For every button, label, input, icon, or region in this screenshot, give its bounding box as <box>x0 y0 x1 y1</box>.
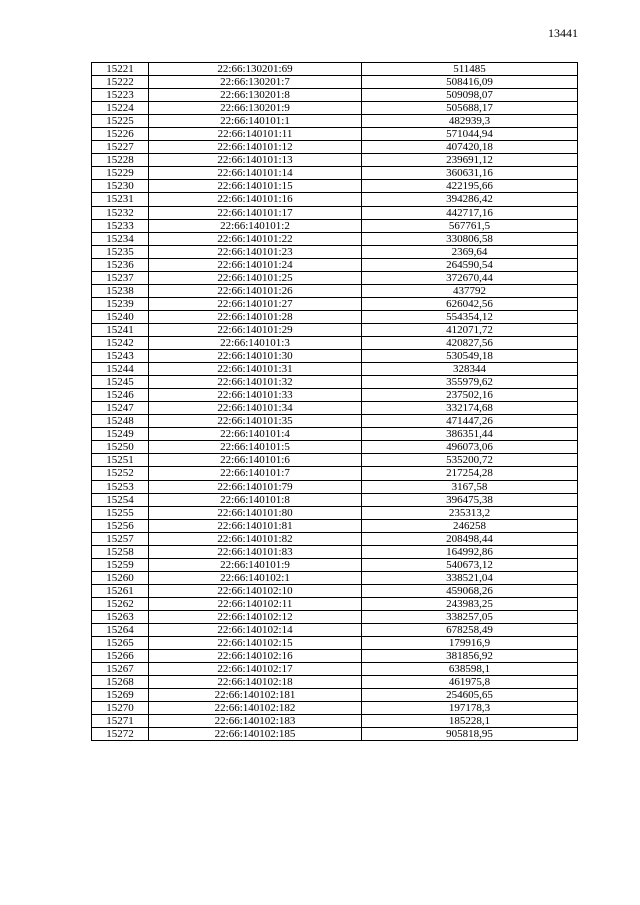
value-cell: 530549,18 <box>362 350 578 363</box>
table-row <box>92 232 578 245</box>
row-number-cell: 15272 <box>92 728 149 741</box>
row-number-cell: 15269 <box>92 689 149 702</box>
cadastral-number-cell: 22:66:140102:181 <box>149 689 362 702</box>
value-cell: 540673,12 <box>362 558 578 571</box>
row-number-cell: 15237 <box>92 271 149 284</box>
table-row <box>92 663 578 676</box>
table-row <box>92 545 578 558</box>
value-cell: 396475,38 <box>362 493 578 506</box>
value-cell: 264590,54 <box>362 258 578 271</box>
value-cell: 496073,06 <box>362 441 578 454</box>
row-number-cell: 15231 <box>92 193 149 206</box>
row-number-cell: 15249 <box>92 428 149 441</box>
value-cell: 567761,5 <box>362 219 578 232</box>
cadastral-number-cell: 22:66:140101:79 <box>149 480 362 493</box>
value-cell: 394286,42 <box>362 193 578 206</box>
cadastral-number-cell: 22:66:140101:82 <box>149 532 362 545</box>
row-number-cell: 15224 <box>92 102 149 115</box>
table-row <box>92 389 578 402</box>
value-cell: 386351,44 <box>362 428 578 441</box>
cadastral-number-cell: 22:66:130201:7 <box>149 76 362 89</box>
table-row <box>92 180 578 193</box>
value-cell: 237502,16 <box>362 389 578 402</box>
cadastral-number-cell: 22:66:140101:24 <box>149 258 362 271</box>
row-number-cell: 15228 <box>92 154 149 167</box>
value-cell: 332174,68 <box>362 402 578 415</box>
table-row <box>92 167 578 180</box>
row-number-cell: 15241 <box>92 323 149 336</box>
cadastral-number-cell: 22:66:140101:35 <box>149 415 362 428</box>
cadastral-number-cell: 22:66:140102:183 <box>149 715 362 728</box>
cadastral-number-cell: 22:66:140101:29 <box>149 323 362 336</box>
cadastral-number-cell: 22:66:140102:1 <box>149 571 362 584</box>
value-cell: 442717,16 <box>362 206 578 219</box>
value-cell: 338521,04 <box>362 571 578 584</box>
cadastral-number-cell: 22:66:140102:182 <box>149 702 362 715</box>
table-row <box>92 610 578 623</box>
value-cell: 535200,72 <box>362 454 578 467</box>
cadastral-number-cell: 22:66:140102:16 <box>149 650 362 663</box>
value-cell: 246258 <box>362 519 578 532</box>
value-cell: 355979,62 <box>362 376 578 389</box>
value-cell: 471447,26 <box>362 415 578 428</box>
cadastral-number-cell: 22:66:140101:7 <box>149 467 362 480</box>
table-row <box>92 650 578 663</box>
table-row <box>92 141 578 154</box>
row-number-cell: 15270 <box>92 702 149 715</box>
value-cell: 554354,12 <box>362 310 578 323</box>
cadastral-number-cell: 22:66:140101:1 <box>149 115 362 128</box>
table-row <box>92 689 578 702</box>
cadastral-number-cell: 22:66:140101:12 <box>149 141 362 154</box>
row-number-cell: 15233 <box>92 219 149 232</box>
cadastral-number-cell: 22:66:140101:80 <box>149 506 362 519</box>
row-number-cell: 15267 <box>92 663 149 676</box>
row-number-cell: 15232 <box>92 206 149 219</box>
row-number-cell: 15230 <box>92 180 149 193</box>
row-number-cell: 15258 <box>92 545 149 558</box>
cadastral-number-cell: 22:66:140101:6 <box>149 454 362 467</box>
cadastral-number-cell: 22:66:140101:8 <box>149 493 362 506</box>
table-row <box>92 297 578 310</box>
row-number-cell: 15247 <box>92 402 149 415</box>
cadastral-number-cell: 22:66:130201:8 <box>149 89 362 102</box>
row-number-cell: 15240 <box>92 310 149 323</box>
table-row <box>92 676 578 689</box>
value-cell: 3167,58 <box>362 480 578 493</box>
cadastral-number-cell: 22:66:140102:185 <box>149 728 362 741</box>
row-number-cell: 15271 <box>92 715 149 728</box>
table-row <box>92 76 578 89</box>
table-row <box>92 428 578 441</box>
cadastral-number-cell: 22:66:140102:15 <box>149 637 362 650</box>
value-cell: 243983,25 <box>362 597 578 610</box>
table-row <box>92 506 578 519</box>
cadastral-number-cell: 22:66:140102:11 <box>149 597 362 610</box>
table-row <box>92 219 578 232</box>
row-number-cell: 15250 <box>92 441 149 454</box>
table-row <box>92 363 578 376</box>
table-row <box>92 323 578 336</box>
cadastral-number-cell: 22:66:140101:4 <box>149 428 362 441</box>
cadastral-number-cell: 22:66:140102:17 <box>149 663 362 676</box>
table-row <box>92 89 578 102</box>
row-number-cell: 15246 <box>92 389 149 402</box>
cadastral-number-cell: 22:66:140101:32 <box>149 376 362 389</box>
value-cell: 571044,94 <box>362 128 578 141</box>
value-cell: 437792 <box>362 284 578 297</box>
cadastral-number-cell: 22:66:140101:25 <box>149 271 362 284</box>
cadastral-number-cell: 22:66:140101:2 <box>149 219 362 232</box>
row-number-cell: 15242 <box>92 336 149 349</box>
table-row <box>92 284 578 297</box>
table-row <box>92 480 578 493</box>
row-number-cell: 15263 <box>92 610 149 623</box>
row-number-cell: 15254 <box>92 493 149 506</box>
table-row <box>92 597 578 610</box>
row-number-cell: 15234 <box>92 232 149 245</box>
table-row <box>92 128 578 141</box>
table-row <box>92 532 578 545</box>
cadastral-number-cell: 22:66:140101:11 <box>149 128 362 141</box>
table-row <box>92 467 578 480</box>
value-cell: 638598,1 <box>362 663 578 676</box>
row-number-cell: 15226 <box>92 128 149 141</box>
table-row <box>92 271 578 284</box>
value-cell: 508416,09 <box>362 76 578 89</box>
row-number-cell: 15243 <box>92 350 149 363</box>
cadastral-number-cell: 22:66:140101:3 <box>149 336 362 349</box>
value-cell: 905818,95 <box>362 728 578 741</box>
table-row <box>92 519 578 532</box>
value-cell: 179916,9 <box>362 637 578 650</box>
value-cell: 338257,05 <box>362 610 578 623</box>
row-number-cell: 15268 <box>92 676 149 689</box>
table-row <box>92 258 578 271</box>
table-row <box>92 193 578 206</box>
row-number-cell: 15264 <box>92 624 149 637</box>
table-row <box>92 715 578 728</box>
row-number-cell: 15252 <box>92 467 149 480</box>
cadastral-number-cell: 22:66:140101:26 <box>149 284 362 297</box>
table-row <box>92 441 578 454</box>
value-cell: 239691,12 <box>362 154 578 167</box>
value-cell: 509098,07 <box>362 89 578 102</box>
row-number-cell: 15260 <box>92 571 149 584</box>
value-cell: 185228,1 <box>362 715 578 728</box>
value-cell: 459068,26 <box>362 584 578 597</box>
table-row <box>92 571 578 584</box>
value-cell: 197178,3 <box>362 702 578 715</box>
value-cell: 461975,8 <box>362 676 578 689</box>
row-number-cell: 15253 <box>92 480 149 493</box>
cadastral-number-cell: 22:66:140101:5 <box>149 441 362 454</box>
row-number-cell: 15266 <box>92 650 149 663</box>
table-row <box>92 206 578 219</box>
value-cell: 407420,18 <box>362 141 578 154</box>
cadastral-number-cell: 22:66:140102:10 <box>149 584 362 597</box>
cadastral-number-cell: 22:66:140101:17 <box>149 206 362 219</box>
table-row <box>92 154 578 167</box>
row-number-cell: 15245 <box>92 376 149 389</box>
value-cell: 626042,56 <box>362 297 578 310</box>
registry-table <box>91 62 578 741</box>
cadastral-number-cell: 22:66:140102:14 <box>149 624 362 637</box>
value-cell: 360631,16 <box>362 167 578 180</box>
value-cell: 678258,49 <box>362 624 578 637</box>
page-number: 13441 <box>548 26 578 40</box>
value-cell: 208498,44 <box>362 532 578 545</box>
registry-table-body <box>92 63 578 741</box>
value-cell: 235313,2 <box>362 506 578 519</box>
row-number-cell: 15239 <box>92 297 149 310</box>
table-row <box>92 415 578 428</box>
cadastral-number-cell: 22:66:140101:14 <box>149 167 362 180</box>
table-row <box>92 336 578 349</box>
cadastral-number-cell: 22:66:140102:12 <box>149 610 362 623</box>
table-row <box>92 245 578 258</box>
row-number-cell: 15227 <box>92 141 149 154</box>
value-cell: 217254,28 <box>362 467 578 480</box>
value-cell: 164992,86 <box>362 545 578 558</box>
row-number-cell: 15222 <box>92 76 149 89</box>
value-cell: 372670,44 <box>362 271 578 284</box>
cadastral-number-cell: 22:66:140101:27 <box>149 297 362 310</box>
row-number-cell: 15235 <box>92 245 149 258</box>
table-row <box>92 558 578 571</box>
table-row <box>92 637 578 650</box>
cadastral-number-cell: 22:66:140101:34 <box>149 402 362 415</box>
cadastral-number-cell: 22:66:140101:22 <box>149 232 362 245</box>
table-row <box>92 728 578 741</box>
cadastral-number-cell: 22:66:140101:81 <box>149 519 362 532</box>
row-number-cell: 15221 <box>92 63 149 76</box>
cadastral-number-cell: 22:66:140101:28 <box>149 310 362 323</box>
row-number-cell: 15265 <box>92 637 149 650</box>
table-row <box>92 350 578 363</box>
row-number-cell: 15255 <box>92 506 149 519</box>
row-number-cell: 15262 <box>92 597 149 610</box>
value-cell: 420827,56 <box>362 336 578 349</box>
table-row <box>92 115 578 128</box>
cadastral-number-cell: 22:66:130201:9 <box>149 102 362 115</box>
cadastral-number-cell: 22:66:140101:9 <box>149 558 362 571</box>
value-cell: 381856,92 <box>362 650 578 663</box>
row-number-cell: 15229 <box>92 167 149 180</box>
value-cell: 2369,64 <box>362 245 578 258</box>
cadastral-number-cell: 22:66:140101:13 <box>149 154 362 167</box>
table-row <box>92 454 578 467</box>
value-cell: 505688,17 <box>362 102 578 115</box>
table-row <box>92 402 578 415</box>
cadastral-number-cell: 22:66:140102:18 <box>149 676 362 689</box>
cadastral-number-cell: 22:66:140101:16 <box>149 193 362 206</box>
cadastral-number-cell: 22:66:140101:15 <box>149 180 362 193</box>
row-number-cell: 15236 <box>92 258 149 271</box>
row-number-cell: 15244 <box>92 363 149 376</box>
row-number-cell: 15223 <box>92 89 149 102</box>
table-row <box>92 102 578 115</box>
cadastral-number-cell: 22:66:130201:69 <box>149 63 362 76</box>
value-cell: 482939,3 <box>362 115 578 128</box>
row-number-cell: 15225 <box>92 115 149 128</box>
table-row <box>92 584 578 597</box>
cadastral-number-cell: 22:66:140101:30 <box>149 350 362 363</box>
row-number-cell: 15257 <box>92 532 149 545</box>
table-row <box>92 624 578 637</box>
table-row <box>92 493 578 506</box>
cadastral-number-cell: 22:66:140101:33 <box>149 389 362 402</box>
row-number-cell: 15251 <box>92 454 149 467</box>
value-cell: 254605,65 <box>362 689 578 702</box>
row-number-cell: 15256 <box>92 519 149 532</box>
table-row <box>92 702 578 715</box>
value-cell: 422195,66 <box>362 180 578 193</box>
row-number-cell: 15261 <box>92 584 149 597</box>
value-cell: 511485 <box>362 63 578 76</box>
row-number-cell: 15248 <box>92 415 149 428</box>
value-cell: 330806,58 <box>362 232 578 245</box>
table-row <box>92 310 578 323</box>
table-row <box>92 376 578 389</box>
cadastral-number-cell: 22:66:140101:31 <box>149 363 362 376</box>
row-number-cell: 15259 <box>92 558 149 571</box>
table-row <box>92 63 578 76</box>
cadastral-number-cell: 22:66:140101:23 <box>149 245 362 258</box>
value-cell: 412071,72 <box>362 323 578 336</box>
row-number-cell: 15238 <box>92 284 149 297</box>
value-cell: 328344 <box>362 363 578 376</box>
cadastral-number-cell: 22:66:140101:83 <box>149 545 362 558</box>
